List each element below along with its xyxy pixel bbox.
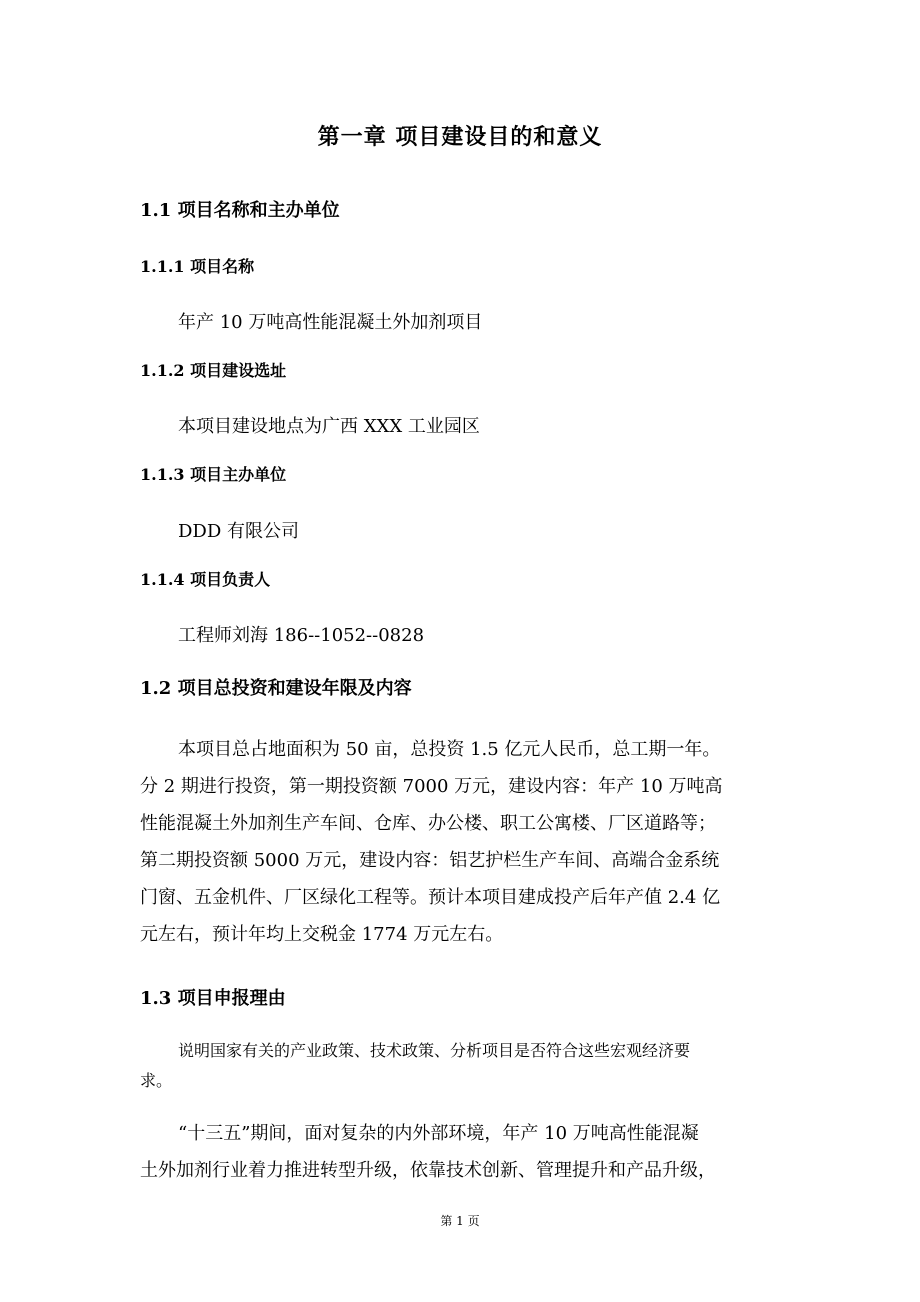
paragraph-line: 元左右，预计年均上交税金 1774 万元左右。 (140, 924, 504, 945)
paragraph-line: 土外加剂行业着力推进转型升级，依靠技术创新、管理提升和产品升级， (140, 1160, 716, 1181)
section-heading-1-1-3: 1.1.3 项目主办单位 (140, 465, 287, 484)
section-heading-1-3: 1.3 项目申报理由 (140, 988, 286, 1009)
paragraph-line: 门窗、五金机件、厂区绿化工程等。预计本项目建成投产后年产值 2.4 亿 (140, 887, 721, 908)
chapter-title: 第一章 项目建设目的和意义 (317, 124, 603, 150)
project-name-text: 年产 10 万吨高性能混凝土外加剂项目 (178, 312, 483, 333)
paragraph-line: “十三五”期间，面对复杂的内外部环境，年产 10 万吨高性能混凝 (178, 1123, 699, 1144)
page-number: 第 1 页 (440, 1214, 480, 1228)
paragraph-line: 性能混凝土外加剂生产车间、仓库、办公楼、职工公寓楼、厂区道路等； (140, 813, 716, 834)
project-site-text: 本项目建设地点为广西 XXX 工业园区 (178, 416, 480, 437)
paragraph-line: 分 2 期进行投资，第一期投资额 7000 万元，建设内容：年产 10 万吨高 (140, 776, 723, 797)
project-lead-text: 工程师刘海 186--1052--0828 (178, 625, 425, 646)
section-heading-1-1-2: 1.1.2 项目建设选址 (140, 361, 287, 380)
paragraph-line: 第二期投资额 5000 万元，建设内容：铝艺护栏生产车间、高端合金系统 (140, 850, 720, 871)
section-heading-1-1-4: 1.1.4 项目负责人 (140, 570, 271, 589)
paragraph-line: 求。 (140, 1071, 173, 1090)
section-heading-1-1: 1.1 项目名称和主办单位 (140, 200, 340, 221)
paragraph-line: 本项目总占地面积为 50 亩，总投资 1.5 亿元人民币，总工期一年。 (178, 739, 721, 760)
paragraph-line: 说明国家有关的产业政策、技术政策、分析项目是否符合这些宏观经济要 (178, 1041, 691, 1060)
section-heading-1-1-1: 1.1.1 项目名称 (140, 257, 255, 276)
section-heading-1-2: 1.2 项目总投资和建设年限及内容 (140, 678, 412, 699)
project-sponsor-text: DDD 有限公司 (178, 521, 300, 542)
